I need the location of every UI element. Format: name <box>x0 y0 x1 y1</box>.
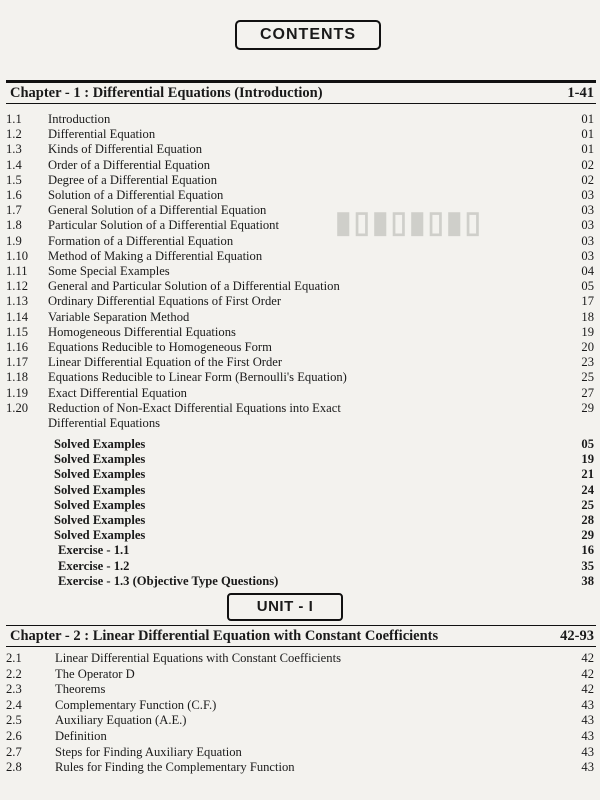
toc-entry <box>0 713 600 728</box>
toc-entry <box>0 386 600 401</box>
extra-entry <box>0 483 600 498</box>
toc-entry <box>0 249 600 264</box>
entry-page: 27 <box>581 385 594 400</box>
toc-entry <box>0 188 600 203</box>
extra-entry <box>0 467 600 482</box>
entry-page: 17 <box>581 294 594 309</box>
entry-page: 23 <box>581 355 594 370</box>
entry-page: 03 <box>581 188 594 202</box>
unit-label: UNIT - I <box>227 593 343 621</box>
entry-title: Exact Differential Equation <box>48 385 187 400</box>
entry-number: 1.20 <box>6 400 29 415</box>
toc-entry <box>0 279 600 294</box>
extra-page: 35 <box>581 558 594 573</box>
entry-page: 42 <box>581 666 594 681</box>
extra-entry <box>0 559 600 574</box>
toc-entry <box>0 264 600 279</box>
entry-number: 1.6 <box>6 188 22 202</box>
entry-title: Degree of a Differential Equation <box>48 172 218 187</box>
entry-page: 01 <box>581 112 594 126</box>
entry-number: 1.17 <box>6 355 29 370</box>
entry-page: 43 <box>581 760 594 775</box>
entry-number: 2.3 <box>6 682 22 697</box>
toc-entry <box>0 416 600 431</box>
entry-number: 1.15 <box>6 324 29 339</box>
extra-page: 29 <box>581 528 594 543</box>
extra-page: 21 <box>581 467 594 482</box>
toc-entry <box>0 667 600 682</box>
extra-title: Exercise - 1.3 (Objective Type Questions) <box>58 573 279 588</box>
entry-title: Steps for Finding Auxiliary Equation <box>55 744 242 759</box>
toc-entry <box>0 745 600 760</box>
entry-title: Differential Equation <box>48 127 156 142</box>
entry-page: 03 <box>581 218 594 233</box>
entry-number: 1.9 <box>6 233 22 248</box>
extra-page: 28 <box>581 513 594 527</box>
entry-page: 43 <box>581 729 594 743</box>
toc-entry <box>0 158 600 173</box>
extra-page: 24 <box>581 482 594 497</box>
entry-title: The Operator D <box>55 666 135 681</box>
entry-number: 1.2 <box>6 127 22 142</box>
entry-page: 42 <box>581 682 594 697</box>
entry-page: 04 <box>581 264 594 278</box>
extra-title: Solved Examples <box>54 513 146 527</box>
entry-number: 1.19 <box>6 385 29 400</box>
toc-entry <box>0 340 600 355</box>
toc-entry <box>0 325 600 340</box>
toc-entry <box>0 173 600 188</box>
extra-entry <box>0 437 600 452</box>
extra-title: Solved Examples <box>54 467 146 482</box>
entry-page: 42 <box>581 651 594 665</box>
entry-number: 1.1 <box>6 112 22 126</box>
toc-entry <box>0 370 600 385</box>
entry-page: 01 <box>581 142 594 157</box>
entry-page: 29 <box>581 400 594 415</box>
entry-title: Linear Differential Equations with Constant Coefficients <box>55 651 341 665</box>
entry-title: Auxiliary Equation (A.E.) <box>55 713 187 728</box>
extra-entry <box>0 574 600 589</box>
entry-title: Homogeneous Differential Equations <box>48 324 236 339</box>
extra-entry <box>0 528 600 543</box>
entry-number: 2.7 <box>6 744 22 759</box>
entry-page: 18 <box>581 309 594 324</box>
toc-entry <box>0 651 600 666</box>
extra-entry <box>0 452 600 467</box>
entry-title: Equations Reducible to Homogeneous Form <box>48 340 272 354</box>
entry-number: 2.8 <box>6 760 22 775</box>
extra-title: Exercise - 1.1 <box>58 543 130 558</box>
toc-entry <box>0 760 600 775</box>
entry-page: 03 <box>581 203 594 218</box>
extra-page: 19 <box>581 452 594 467</box>
entry-number: 2.6 <box>6 729 22 743</box>
toc-entry <box>0 142 600 157</box>
toc-entry <box>0 355 600 370</box>
entry-title: General and Particular Solution of a Differential Equation <box>48 279 340 294</box>
entry-title: Variable Separation Method <box>48 309 190 324</box>
extra-page: 25 <box>581 497 594 512</box>
chapter-1-header <box>6 80 596 104</box>
chapter-1-title: Chapter - 1 : Differential Equations (Introduction) <box>10 85 323 101</box>
entry-number: 1.18 <box>6 370 29 385</box>
entry-number: 1.11 <box>6 264 28 278</box>
entry-page: 02 <box>581 157 594 172</box>
entry-number: 2.4 <box>6 697 22 712</box>
entry-number: 1.13 <box>6 294 29 309</box>
entry-page: 05 <box>581 279 594 294</box>
entry-title: Theorems <box>55 682 106 697</box>
entry-title: Definition <box>55 729 107 743</box>
entry-page: 02 <box>581 172 594 187</box>
entry-title: Ordinary Differential Equations of First Order <box>48 294 282 309</box>
extra-title: Solved Examples <box>54 497 146 512</box>
entry-title: Method of Making a Differential Equation <box>48 248 263 263</box>
entry-number: 2.5 <box>6 713 22 728</box>
entry-title: Equations Reducible to Linear Form (Bernoulli's Equation) <box>48 370 347 385</box>
toc-entry <box>0 203 600 218</box>
entry-title: Kinds of Differential Equation <box>48 142 203 157</box>
entry-title: Particular Solution of a Differential Equationt <box>48 218 279 233</box>
toc-entry <box>0 401 600 416</box>
toc-entry <box>0 127 600 142</box>
entry-number: 1.3 <box>6 142 22 157</box>
extra-entry <box>0 513 600 528</box>
extra-title: Solved Examples <box>54 452 146 467</box>
toc-entry <box>0 234 600 249</box>
entry-page: 01 <box>581 127 594 142</box>
entry-title: Complementary Function (C.F.) <box>55 697 217 712</box>
entry-page: 43 <box>581 713 594 728</box>
toc-entry <box>0 729 600 744</box>
entry-number: 1.7 <box>6 203 22 218</box>
entry-page: 43 <box>581 697 594 712</box>
toc-entry <box>0 218 600 233</box>
chapter-1-pages: 1-41 <box>567 85 594 101</box>
entry-page: 43 <box>581 744 594 759</box>
entry-number: 1.14 <box>6 309 29 324</box>
entry-title: Some Special Examples <box>48 264 170 278</box>
extra-page: 16 <box>581 543 594 558</box>
chapter-2-title: Chapter - 2 : Linear Differential Equation with Constant Coefficients <box>10 628 439 644</box>
entry-number: 2.2 <box>6 666 22 681</box>
entry-number: 1.16 <box>6 340 29 354</box>
extra-title: Exercise - 1.2 <box>58 558 130 573</box>
entry-number: 1.10 <box>6 248 29 263</box>
toc-entry <box>0 698 600 713</box>
entry-page: 20 <box>581 340 594 354</box>
extra-page: 38 <box>581 573 594 588</box>
entry-title: Formation of a Differential Equation <box>48 233 234 248</box>
extra-entry <box>0 543 600 558</box>
entry-number: 1.8 <box>6 218 22 233</box>
toc-entry <box>0 310 600 325</box>
entry-title: General Solution of a Differential Equation <box>48 203 267 218</box>
entry-number: 1.4 <box>6 157 22 172</box>
entry-title: Rules for Finding the Complementary Function <box>55 760 295 775</box>
bleed-through-mark: ▮▯▮▯▮▯▮▯ <box>335 206 484 239</box>
chapter-2-header <box>6 625 596 647</box>
extra-title: Solved Examples <box>54 528 146 543</box>
entry-page: 03 <box>581 248 594 263</box>
entry-number: 2.1 <box>6 651 22 665</box>
entry-title: Introduction <box>48 112 111 126</box>
toc-entry <box>0 112 600 127</box>
entry-page: 19 <box>581 324 594 339</box>
chapter-2-pages: 42-93 <box>560 628 594 644</box>
entry-page: 03 <box>581 233 594 248</box>
extra-entry <box>0 498 600 513</box>
toc-entry <box>0 294 600 309</box>
entry-title: Order of a Differential Equation <box>48 157 211 172</box>
toc-entry <box>0 682 600 697</box>
extra-title: Solved Examples <box>54 437 146 451</box>
entry-title: Reduction of Non-Exact Differential Equations into Exact <box>48 400 341 415</box>
entry-title: Linear Differential Equation of the First Order <box>48 355 283 370</box>
entry-title: Solution of a Differential Equation <box>48 188 224 202</box>
entry-number: 1.12 <box>6 279 29 294</box>
entry-number: 1.5 <box>6 172 22 187</box>
entry-page: 25 <box>581 370 594 385</box>
extra-title: Solved Examples <box>54 482 146 497</box>
page-title: CONTENTS <box>235 20 381 50</box>
extra-page: 05 <box>581 437 594 451</box>
entry-title: Differential Equations <box>48 416 161 430</box>
